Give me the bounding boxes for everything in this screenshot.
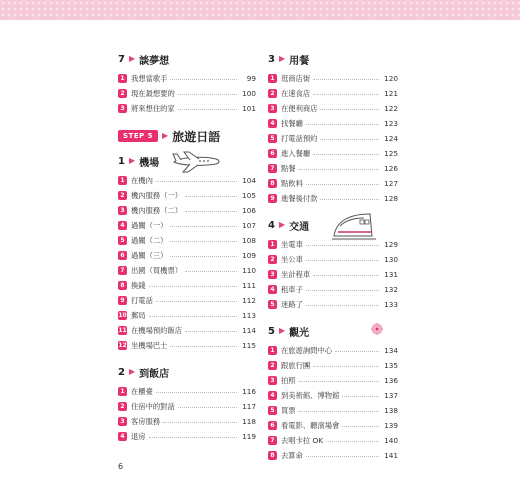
entry-label: 點飲料 — [281, 178, 303, 188]
toc-entry — [118, 338, 256, 353]
toc-entry — [268, 86, 398, 101]
entry-page-number: 137 — [384, 391, 398, 400]
toc-entry — [268, 403, 398, 418]
section-number: 2 — [118, 366, 125, 378]
entry-page-number: 119 — [242, 432, 256, 441]
entry-page-number: 141 — [384, 451, 398, 460]
entry-page-number: 127 — [384, 179, 398, 188]
entry-label: 在櫃臺 — [131, 386, 153, 396]
entry-number-badge: 7 — [118, 266, 127, 275]
section-number: 5 — [268, 325, 275, 337]
entry-number-badge: 6 — [268, 421, 277, 430]
page-number: 6 — [118, 462, 124, 471]
entry-number-badge: 10 — [118, 312, 127, 319]
dot-leader — [313, 275, 379, 276]
toc-entry — [268, 297, 398, 312]
entry-number-badge: 3 — [118, 104, 127, 113]
entry-number-badge: 2 — [118, 402, 127, 411]
toc-entry — [118, 188, 256, 203]
entry-label: 現在最想要的 — [131, 88, 175, 98]
entry-number-badge: 5 — [268, 406, 277, 415]
section-number: 7 — [118, 53, 125, 65]
entry-label: 租車子 — [281, 284, 303, 294]
entry-page-number: 121 — [384, 89, 398, 98]
entry-label: 去唱卡拉 OK — [281, 435, 324, 445]
entry-label: 坐機場巴士 — [131, 340, 168, 350]
dot-leader — [163, 422, 237, 423]
entry-number-badge: 3 — [268, 270, 277, 279]
dot-leader — [326, 441, 379, 442]
toc-section-2 — [118, 365, 256, 444]
dot-leader — [306, 184, 379, 185]
toc-entry — [118, 86, 256, 101]
entry-number-badge: 1 — [118, 176, 127, 185]
toc-entry — [118, 71, 256, 86]
toc-entry — [118, 308, 256, 323]
entry-page-number: 110 — [242, 266, 256, 275]
toc-entry — [268, 191, 398, 206]
toc-left-column — [118, 52, 256, 456]
toc-entry — [118, 323, 256, 338]
toc-entry — [268, 433, 398, 448]
dot-leader — [170, 226, 237, 227]
triangle-icon: ▶ — [278, 220, 286, 229]
triangle-icon: ▶ — [278, 326, 286, 335]
dot-leader — [299, 411, 379, 412]
entry-page-number: 136 — [384, 376, 398, 385]
toc-entry — [268, 343, 398, 358]
toc-entry — [118, 233, 256, 248]
dot-leader — [170, 241, 237, 242]
entry-page-number: 125 — [384, 149, 398, 158]
entry-page-number: 124 — [384, 134, 398, 143]
item-list — [118, 173, 256, 353]
item-list — [268, 71, 398, 206]
entry-label: 跟旅行團 — [281, 360, 311, 370]
dot-leader — [306, 245, 379, 246]
entry-page-number: 113 — [242, 311, 256, 320]
entry-label: 在速食店 — [281, 88, 311, 98]
entry-number-badge: 3 — [268, 104, 277, 113]
entry-label: 進餐後付款 — [281, 193, 318, 203]
item-list — [268, 237, 398, 312]
entry-number-badge: 8 — [268, 451, 277, 460]
entry-number-badge: 7 — [268, 164, 277, 173]
entry-page-number: 112 — [242, 296, 256, 305]
entry-number-badge: 1 — [118, 74, 127, 83]
toc-entry — [268, 131, 398, 146]
section-title: 交通 — [289, 221, 310, 233]
dot-leader — [170, 346, 237, 347]
entry-label: 機內服務（二） — [131, 205, 183, 215]
toc-entry — [118, 384, 256, 399]
toc-entry — [118, 414, 256, 429]
entry-page-number: 106 — [242, 206, 256, 215]
dot-leader — [156, 301, 237, 302]
entry-page-number: 130 — [384, 255, 398, 264]
toc-entry — [268, 282, 398, 297]
toc-entry — [268, 71, 398, 86]
entry-number-badge: 1 — [268, 74, 277, 83]
dot-leader — [299, 169, 379, 170]
toc-section-1 — [118, 154, 256, 353]
entry-label: 逛商店街 — [281, 73, 311, 83]
entry-page-number: 108 — [242, 236, 256, 245]
entry-page-number: 135 — [384, 361, 398, 370]
toc-section-5 — [268, 324, 398, 463]
entry-number-badge: 9 — [118, 296, 127, 305]
entry-page-number: 120 — [384, 74, 398, 83]
entry-page-number: 118 — [242, 417, 256, 426]
entry-number-badge: 8 — [268, 179, 277, 188]
toc-entry — [118, 248, 256, 263]
toc-entry — [268, 176, 398, 191]
step-title: 旅遊日語 — [172, 129, 221, 144]
dot-leader — [178, 94, 237, 95]
entry-label: 看電影、聽演場會 — [281, 420, 340, 430]
entry-page-number: 117 — [242, 402, 256, 411]
entry-page-number: 129 — [384, 240, 398, 249]
entry-number-badge: 5 — [268, 134, 277, 143]
entry-label: 點餐 — [281, 163, 296, 173]
step-heading — [118, 128, 256, 144]
entry-page-number: 101 — [242, 104, 256, 113]
entry-label: 客房服務 — [131, 416, 161, 426]
item-list — [268, 343, 398, 463]
entry-number-badge: 3 — [118, 417, 127, 426]
dot-leader — [185, 211, 237, 212]
toc-entry — [268, 358, 398, 373]
dot-leader — [170, 79, 237, 80]
dot-leader — [306, 260, 379, 261]
toc-entry — [268, 388, 398, 403]
section-title: 談夢想 — [139, 55, 170, 67]
toc-entry — [118, 263, 256, 278]
section-number: 4 — [268, 219, 275, 231]
toc-entry — [268, 161, 398, 176]
entry-label: 過關（三） — [131, 250, 168, 260]
toc-entry — [118, 293, 256, 308]
entry-number-badge: 3 — [118, 206, 127, 215]
dot-leader — [149, 316, 237, 317]
toc-entry — [268, 448, 398, 463]
entry-page-number: 104 — [242, 176, 256, 185]
entry-label: 出國（買機票） — [131, 265, 183, 275]
entry-number-badge: 1 — [268, 240, 277, 249]
entry-page-number: 122 — [384, 104, 398, 113]
triangle-icon: ▶ — [128, 156, 136, 165]
step-badge: STEP 5 — [118, 130, 158, 142]
entry-number-badge: 11 — [118, 327, 127, 334]
entry-label: 郵局 — [131, 310, 146, 320]
entry-label: 在機內 — [131, 175, 153, 185]
entry-page-number: 105 — [242, 191, 256, 200]
dot-leader — [156, 392, 237, 393]
dot-leader — [342, 396, 379, 397]
section-title: 觀光 — [289, 327, 310, 339]
dot-leader — [178, 407, 237, 408]
entry-label: 過關（二） — [131, 235, 168, 245]
entry-page-number: 116 — [242, 387, 256, 396]
entry-number-badge: 12 — [118, 342, 127, 349]
dot-leader — [313, 366, 379, 367]
entry-number-badge: 4 — [118, 221, 127, 230]
entry-number-badge: 5 — [268, 300, 277, 309]
entry-label: 在機場預約飯店 — [131, 325, 183, 335]
dot-leader — [313, 94, 379, 95]
entry-page-number: 107 — [242, 221, 256, 230]
section-heading — [268, 324, 398, 338]
toc-entry — [118, 278, 256, 293]
dot-leader — [156, 181, 237, 182]
triangle-icon: ▶ — [278, 54, 286, 63]
dot-leader — [185, 271, 237, 272]
entry-label: 進入餐廳 — [281, 148, 311, 158]
bullet-train-icon — [330, 208, 378, 242]
section-number: 3 — [268, 53, 275, 65]
section-heading — [118, 365, 256, 379]
entry-number-badge: 6 — [268, 149, 277, 158]
dot-leader — [306, 456, 379, 457]
entry-label: 換錢 — [131, 280, 146, 290]
dot-leader — [342, 426, 379, 427]
entry-label: 在便利商店 — [281, 103, 318, 113]
dot-leader — [299, 381, 379, 382]
dot-leader — [320, 139, 379, 140]
dot-leader — [149, 286, 237, 287]
entry-number-badge: 4 — [268, 391, 277, 400]
dot-leader — [320, 199, 379, 200]
entry-label: 在旅遊詢問中心 — [281, 345, 333, 355]
triangle-icon: ▶ — [128, 367, 136, 376]
entry-number-badge: 2 — [268, 361, 277, 370]
entry-label: 坐電車 — [281, 239, 303, 249]
dot-leader — [170, 256, 237, 257]
entry-number-badge: 5 — [118, 236, 127, 245]
entry-label: 機內服務（一） — [131, 190, 183, 200]
entry-page-number: 134 — [384, 346, 398, 355]
entry-page-number: 100 — [242, 89, 256, 98]
toc-entry — [268, 146, 398, 161]
entry-page-number: 123 — [384, 119, 398, 128]
entry-number-badge: 1 — [268, 346, 277, 355]
triangle-icon: ▶ — [128, 54, 136, 63]
toc-entry — [268, 267, 398, 282]
item-list — [118, 384, 256, 444]
toc-right-column — [268, 52, 398, 475]
toc-entry — [268, 252, 398, 267]
dot-leader — [178, 109, 237, 110]
toc-entry — [118, 429, 256, 444]
triangle-icon: ▶ — [162, 131, 169, 140]
entry-label: 坐計程車 — [281, 269, 311, 279]
entry-label: 拍照 — [281, 375, 296, 385]
toc-entry — [268, 418, 398, 433]
entry-label: 將來想住的家 — [131, 103, 175, 113]
toc-entry — [268, 101, 398, 116]
toc-entry — [118, 101, 256, 116]
toc-entry — [118, 203, 256, 218]
entry-label: 打電話預約 — [281, 133, 318, 143]
toc-entry — [118, 173, 256, 188]
toc-entry — [118, 399, 256, 414]
entry-label: 找餐廳 — [281, 118, 303, 128]
dot-leader — [149, 437, 237, 438]
toc-entry — [268, 373, 398, 388]
entry-page-number: 131 — [384, 270, 398, 279]
entry-label: 我想當歌手 — [131, 73, 168, 83]
entry-page-number: 114 — [242, 326, 256, 335]
section-heading — [118, 52, 256, 66]
flower-icon — [370, 322, 384, 336]
entry-number-badge: 2 — [268, 89, 277, 98]
entry-page-number: 133 — [384, 300, 398, 309]
entry-number-badge: 7 — [268, 436, 277, 445]
entry-page-number: 111 — [242, 281, 256, 290]
entry-label: 打電話 — [131, 295, 153, 305]
item-list — [118, 71, 256, 116]
toc-entry — [268, 116, 398, 131]
entry-number-badge: 9 — [268, 194, 277, 203]
dot-leader — [306, 305, 379, 306]
section-title: 機場 — [139, 157, 160, 169]
entry-label: 過關（一） — [131, 220, 168, 230]
entry-number-badge: 4 — [268, 119, 277, 128]
entry-number-badge: 6 — [118, 251, 127, 260]
entry-label: 買票 — [281, 405, 296, 415]
decorative-top-band — [0, 0, 520, 20]
entry-label: 住宿中的對話 — [131, 401, 175, 411]
toc-section-3 — [268, 52, 398, 206]
entry-number-badge: 8 — [118, 281, 127, 290]
entry-page-number: 139 — [384, 421, 398, 430]
entry-number-badge: 4 — [118, 432, 127, 441]
entry-page-number: 115 — [242, 341, 256, 350]
entry-label: 退房 — [131, 431, 146, 441]
dot-leader — [185, 331, 237, 332]
entry-page-number: 128 — [384, 194, 398, 203]
entry-number-badge: 2 — [118, 191, 127, 200]
entry-number-badge: 2 — [268, 255, 277, 264]
section-heading — [268, 218, 398, 232]
dot-leader — [313, 154, 379, 155]
dot-leader — [335, 351, 379, 352]
entry-page-number: 126 — [384, 164, 398, 173]
toc-section-7 — [118, 52, 256, 116]
dot-leader — [320, 109, 379, 110]
entry-number-badge: 1 — [118, 387, 127, 396]
entry-page-number: 140 — [384, 436, 398, 445]
section-title: 到飯店 — [139, 368, 170, 380]
toc-section-4 — [268, 218, 398, 312]
entry-label: 坐公車 — [281, 254, 303, 264]
section-heading — [268, 52, 398, 66]
section-number: 1 — [118, 155, 125, 167]
entry-page-number: 109 — [242, 251, 256, 260]
airplane-icon — [170, 148, 222, 174]
section-title: 用餐 — [289, 55, 310, 67]
entry-number-badge: 4 — [268, 285, 277, 294]
dot-leader — [185, 196, 237, 197]
entry-label: 去算命 — [281, 450, 303, 460]
entry-page-number: 132 — [384, 285, 398, 294]
entry-number-badge: 2 — [118, 89, 127, 98]
dot-leader — [306, 290, 379, 291]
section-heading — [118, 154, 256, 168]
entry-label: 到美術館、博物館 — [281, 390, 340, 400]
dot-leader — [306, 124, 379, 125]
entry-page-number: 99 — [246, 74, 256, 83]
entry-number-badge: 3 — [268, 376, 277, 385]
toc-entry — [118, 218, 256, 233]
entry-label: 迷路了 — [281, 299, 303, 309]
dot-leader — [313, 79, 379, 80]
entry-page-number: 138 — [384, 406, 398, 415]
